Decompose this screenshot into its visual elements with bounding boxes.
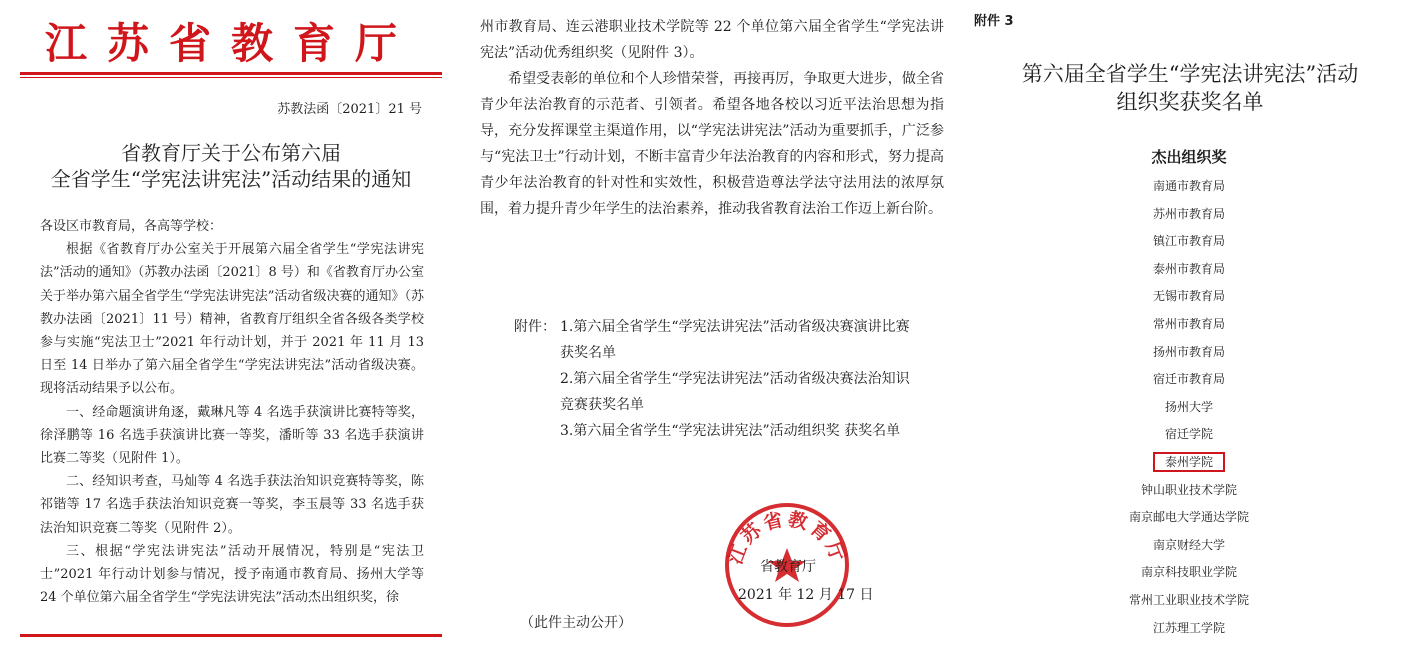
winner-name: 泰州市教育局 xyxy=(1152,261,1225,276)
list-item xyxy=(960,421,1418,449)
notice-title-line-2: 全省学生“学宪法讲宪法”活动结果的通知 xyxy=(50,167,412,191)
winner-name: 江苏理工学院 xyxy=(1152,620,1225,635)
winner-name: 南通市教育局 xyxy=(1152,179,1225,193)
annex-title-line-1: 第六届全省学生“学宪法讲宪法”活动 xyxy=(1021,62,1359,86)
list-item xyxy=(960,311,1418,339)
award-section-title: 杰出组织奖 xyxy=(1151,148,1227,166)
attachment-item: 2.第六届全省学生“学宪法讲宪法”活动省级决赛法治知识竞赛获奖名单 xyxy=(560,371,910,413)
winner-name: 常州工业职业技术学院 xyxy=(1128,592,1249,607)
annex-page xyxy=(960,0,1418,667)
winner-name: 无锡市教育局 xyxy=(1152,289,1225,304)
paragraph: 二、经知识考查，马灿等 4 名选手获法治知识竞赛特等奖，陈祁锴等 17 名选手获法治知识竞赛一等奖，李玉晨等 33 名选手获法治知识竞赛二等奖（见附件 2）。 xyxy=(40,474,424,536)
list-item-highlighted xyxy=(960,449,1418,477)
list-item xyxy=(960,504,1418,532)
notice-title-line-1: 省教育厅关于公布第六届 xyxy=(121,141,341,165)
issue-date: 2021 年 12 月 17 日 xyxy=(738,587,874,603)
list-item xyxy=(960,587,1418,615)
winner-name: 常州市教育局 xyxy=(1152,316,1225,331)
paragraph: 一、经命题演讲角逐，戴琳凡等 4 名选手获演讲比赛特等奖，徐泽鹏等 16 名选手获演讲比赛一等奖，潘昕等 33 名选手获演讲比赛二等奖（见附件 1）。 xyxy=(40,404,424,467)
notice-body-2 xyxy=(480,14,944,222)
winner-name: 镇江市教育局 xyxy=(1152,234,1225,249)
paragraph: 三、根据“学宪法讲宪法”活动开展情况，特别是“宪法卫士”2021 年行动计划参与情况，授予南通市教育局、扬州大学等 24 个单位第六届全省学生“学宪法讲宪法”活动杰出组织奖，徐 xyxy=(40,543,424,606)
annex-title xyxy=(980,60,1400,116)
paragraph: 根据《省教育厅办公室关于开展第六届全省学生“学宪法讲宪法”活动的通知》（苏教办法函〔2021〕8 号）和《省教育厅办公室关于举办第六届全省学生“学宪法讲宪法”活动省级决赛的通知》（苏教办法函〔2021〕11 号）精神，省教育厅组织全省各级各类学校参与实施“宪法卫士”2021 年行动计划，并于 2021 年 11 月 13 日至 14 日举办了第六届全省学生“学宪法讲宪法”活动省级决赛。现将活动结果予以公布。 xyxy=(40,242,424,397)
winner-name: 苏州市教育局 xyxy=(1152,206,1225,221)
winner-name: 南京科技职业学院 xyxy=(1140,565,1237,580)
paragraph: 州市教育局、连云港职业技术学院等 22 个单位第六届全省学生“学宪法讲宪法”活动优秀组织奖（见附件 3）。 xyxy=(480,19,944,61)
annex-label: 附件 3 xyxy=(974,14,1014,29)
winner-name-highlighted: 泰州学院 xyxy=(1153,452,1225,472)
paragraph: 希望受表彰的单位和个人珍惜荣誉，再接再厉，争取更大进步，做全省青少年法治教育的示范者、引领者。希望各地各校以习近平法治思想为指导，充分发挥课堂主渠道作用，以“学宪法讲宪法”活动为重要抓手，广泛参与“宪法卫士”行动计划，不断丰富青少年法治教育的内容和形式，努力提高青少年法治教育的针对性和实效性，积极营造尊法学法守法用法的浓厚氛围，着力提升青少年学生的法治素养，推动我省教育法治工作迈上新台阶。 xyxy=(480,71,944,217)
attachments-label: 附件： xyxy=(514,319,556,335)
list-item xyxy=(960,394,1418,422)
disclosure-note: （此件主动公开） xyxy=(520,615,632,631)
notice-title xyxy=(20,140,442,192)
masthead-rule-thin xyxy=(20,77,442,78)
list-item xyxy=(960,477,1418,505)
document-number: 苏教法函〔2021〕21 号 xyxy=(277,102,422,117)
list-item xyxy=(960,559,1418,587)
signature: 省教育厅 xyxy=(760,559,816,575)
masthead: 江苏省教育厅 xyxy=(44,19,417,68)
salutation: 各设区市教育局，各高等学校： xyxy=(40,219,223,234)
footer-rule xyxy=(20,634,442,637)
winner-name: 钟山职业技术学院 xyxy=(1140,482,1237,497)
winner-name: 扬州市教育局 xyxy=(1152,344,1225,359)
winner-name: 南京财经大学 xyxy=(1152,537,1225,552)
notice-body-1 xyxy=(40,215,424,609)
notice-page-2 xyxy=(460,0,960,667)
list-item xyxy=(960,615,1418,643)
list-item xyxy=(960,201,1418,229)
list-item xyxy=(960,339,1418,367)
masthead-rule xyxy=(20,72,442,75)
winner-name: 宿迁市教育局 xyxy=(1152,372,1225,387)
winner-list xyxy=(960,173,1418,642)
winner-name: 扬州大学 xyxy=(1164,399,1213,414)
svg-text:江苏省教育厅: 江苏省教育厅 xyxy=(724,508,850,568)
winner-name: 宿迁学院 xyxy=(1164,427,1213,442)
list-item xyxy=(960,532,1418,560)
list-item xyxy=(960,283,1418,311)
list-item xyxy=(960,228,1418,256)
list-item xyxy=(960,256,1418,284)
annex-title-line-2: 组织奖获奖名单 xyxy=(1116,90,1264,114)
winner-name: 南京邮电大学通达学院 xyxy=(1128,510,1249,525)
attachment-item: 3.第六届全省学生“学宪法讲宪法”活动组织奖 获奖名单 xyxy=(560,423,901,439)
list-item xyxy=(960,366,1418,394)
attachments xyxy=(514,314,934,444)
notice-page-1 xyxy=(0,0,460,667)
attachment-item: 1.第六届全省学生“学宪法讲宪法”活动省级决赛演讲比赛获奖名单 xyxy=(560,319,910,361)
list-item xyxy=(960,173,1418,201)
